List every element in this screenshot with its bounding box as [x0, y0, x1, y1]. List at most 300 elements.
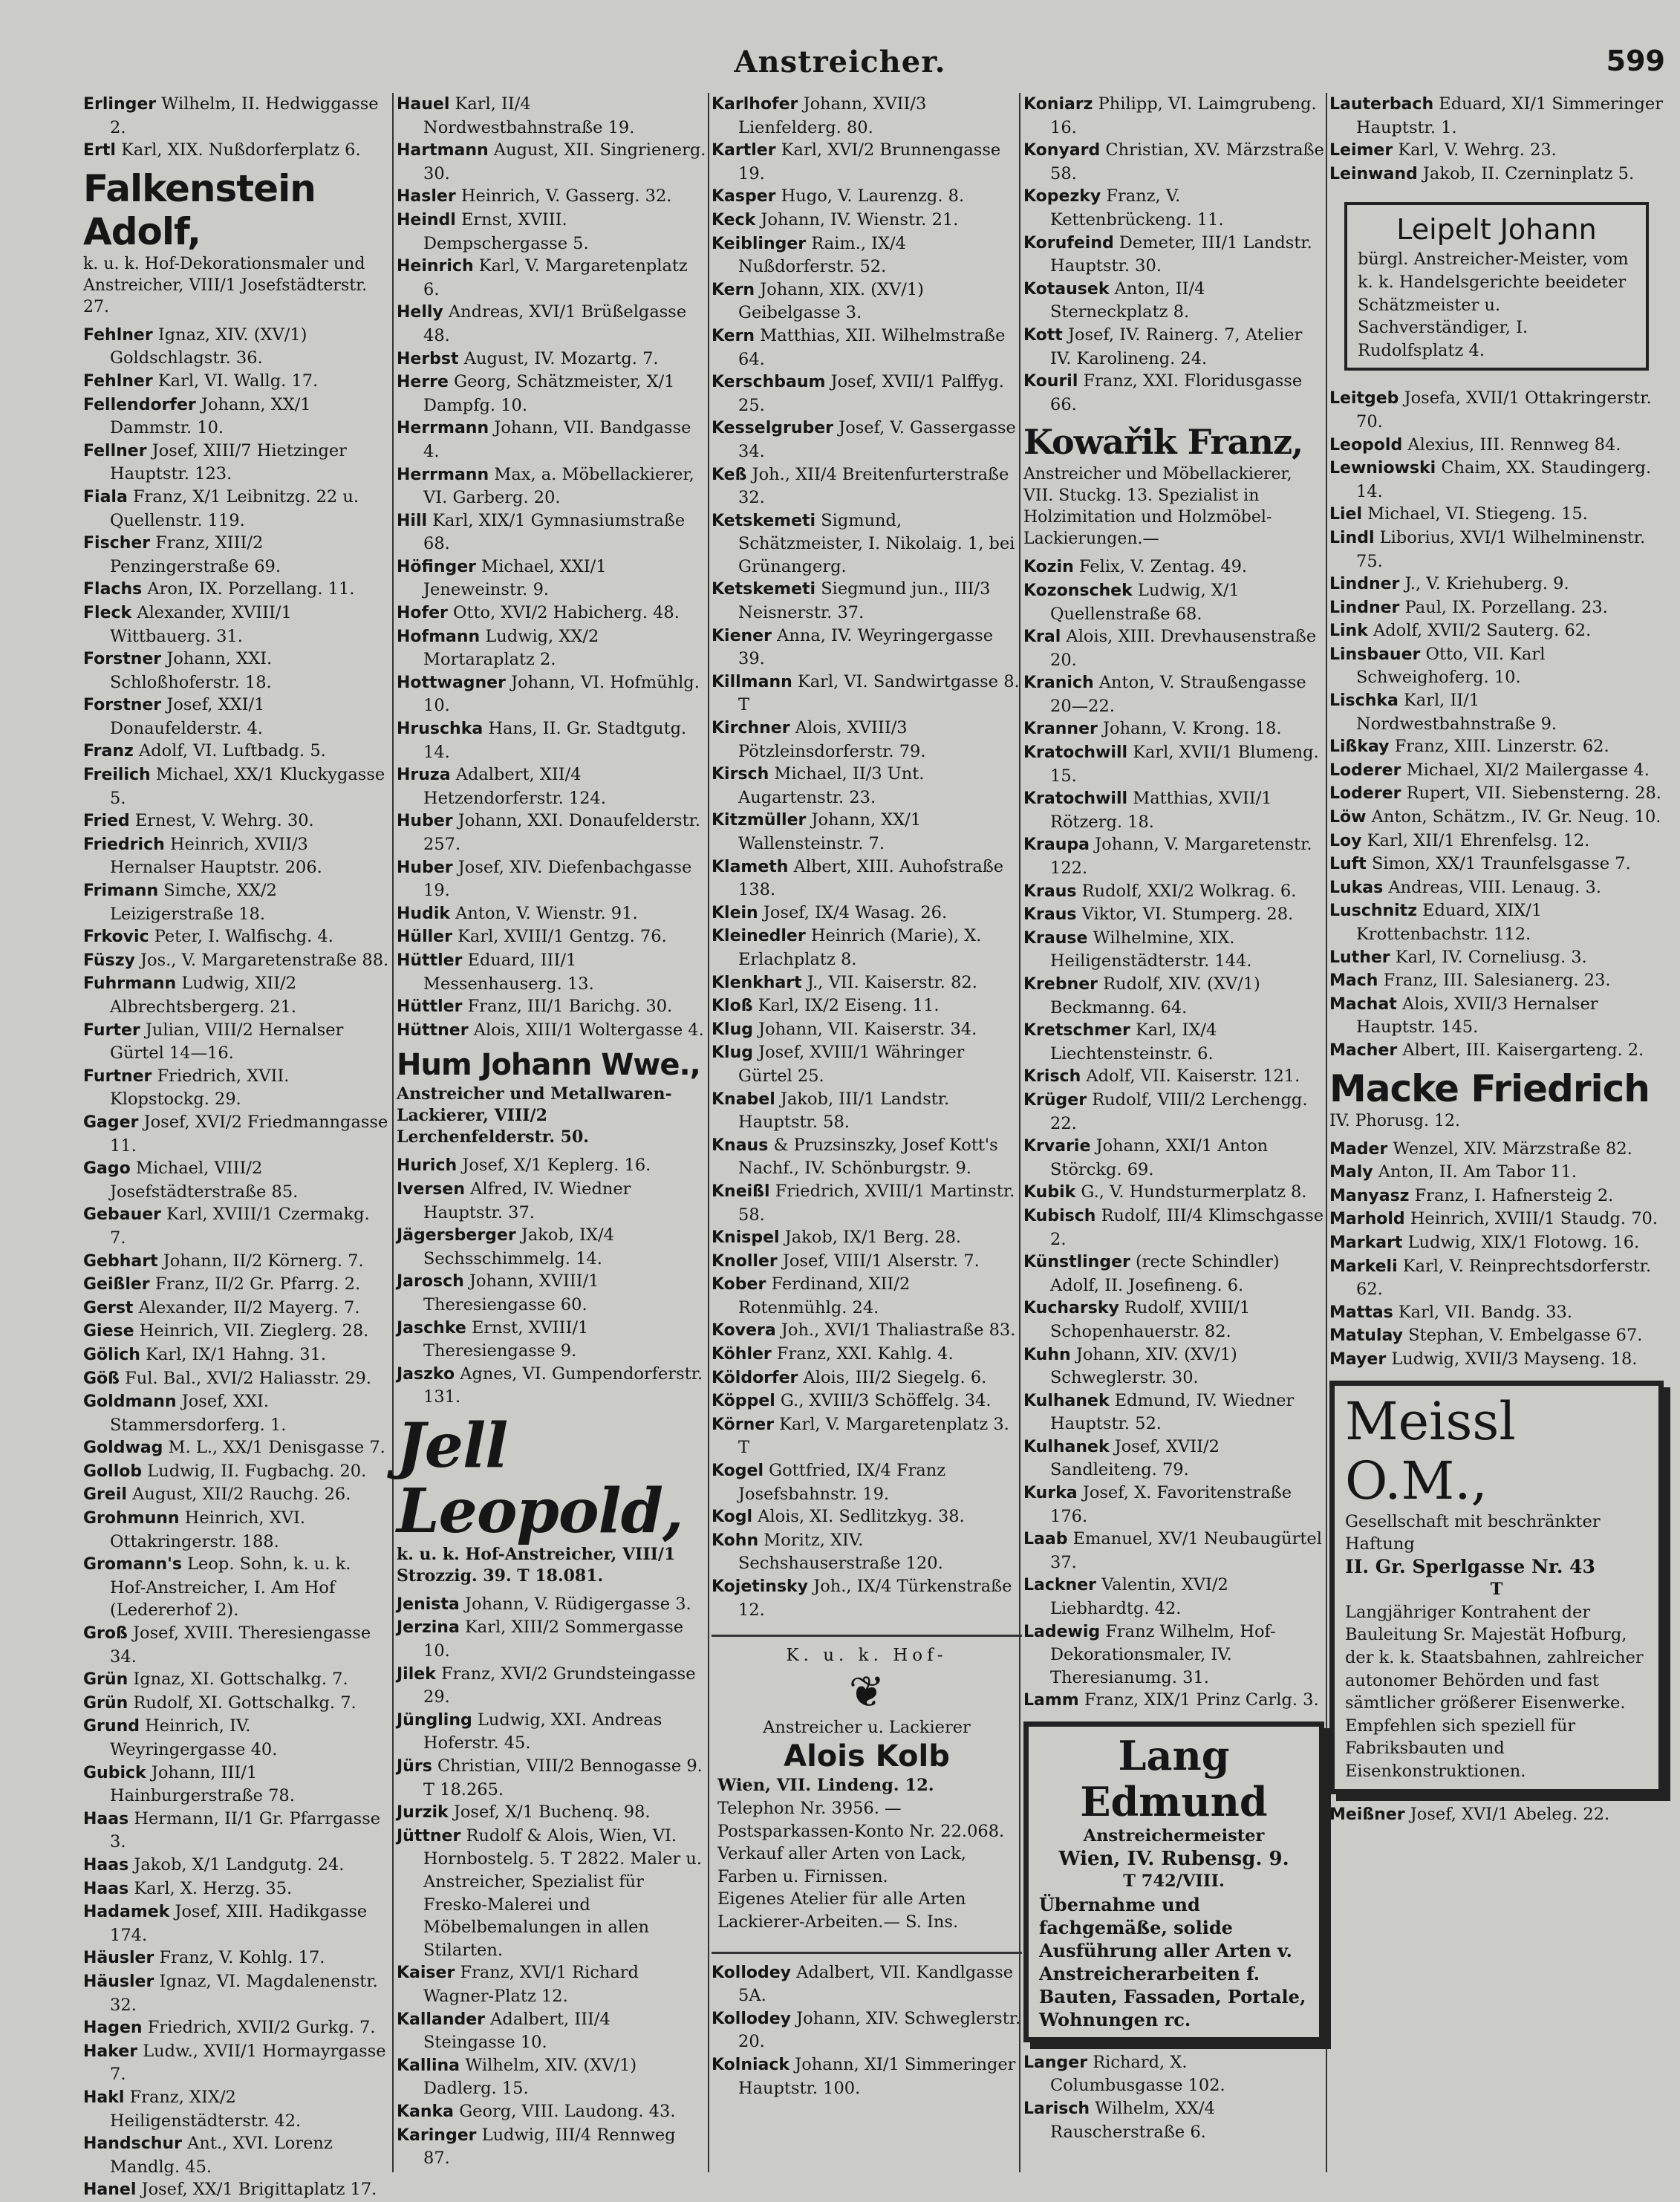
entry-list	[1329, 93, 1664, 186]
entry-name: Kozonschek	[1023, 581, 1133, 600]
ad-kk-label: K. u. k. Hof-	[786, 1646, 948, 1666]
entry-name: Knabel	[712, 1089, 775, 1109]
directory-entry	[1023, 1181, 1324, 1205]
entry-name: Kleinedler	[712, 927, 806, 946]
entry-details: Heinrich, VII. Zieglerg. 28.	[139, 1321, 369, 1341]
entry-details: Josef, V. Gassergasse 34.	[738, 418, 1016, 461]
directory-entry	[83, 1854, 389, 1877]
entry-name: Goldwag	[83, 1439, 163, 1458]
entry-details: Andreas, VIII. Lenaug. 3.	[1388, 877, 1601, 897]
directory-entry	[397, 1755, 707, 1801]
directory-entry	[397, 463, 707, 509]
entry-name: Leopold	[1329, 435, 1403, 455]
entry-details: Ful. Bal., XVI/2 Haliasstr. 29.	[125, 1368, 371, 1388]
entry-name: Krvarie	[1023, 1137, 1091, 1156]
directory-entry	[1023, 1205, 1324, 1251]
entry-details: Friedrich, XVII. Klopstockg. 29.	[110, 1066, 290, 1110]
directory-entry	[1329, 876, 1664, 900]
entry-name: Kirsch	[712, 765, 769, 784]
entry-details: Johann, IV. Wienstr. 21.	[761, 209, 959, 229]
entry-name: Flachs	[83, 580, 143, 599]
entry-name: Fleck	[83, 603, 132, 622]
ad-name: Leipelt Johann	[1396, 213, 1597, 247]
entry-name: Linsbauer	[1329, 645, 1421, 664]
ad-sub: Anstreicher u. Lackierer	[763, 1717, 971, 1737]
directory-entry	[712, 1018, 1022, 1042]
entry-name: Fischer	[83, 534, 151, 553]
directory-entry	[83, 1203, 389, 1249]
directory-entry	[712, 578, 1022, 624]
entry-name: Hakl	[83, 2088, 125, 2107]
entry-details: M. L., XX/1 Denisgasse 7.	[168, 1438, 385, 1458]
directory-entry	[1023, 880, 1324, 904]
directory-entry	[1329, 457, 1664, 503]
directory-entry	[397, 1616, 707, 1662]
entry-details: Georg, VIII. Laudong. 43.	[459, 2101, 676, 2121]
directory-entry	[83, 1762, 389, 1808]
entry-name: Klenkhart	[712, 973, 802, 992]
directory-entry	[397, 1961, 707, 2007]
entry-name: Karlhofer	[712, 95, 798, 114]
entry-details: Simche, XX/2 Leizigerstraße 18.	[110, 881, 277, 924]
entry-details: Jos., V. Margaretenstraße 88.	[140, 950, 389, 970]
column-divider	[1326, 93, 1327, 2172]
entry-details: Albert, III. Kaisergarteng. 2.	[1402, 1040, 1644, 1060]
entry-name: Grund	[83, 1717, 140, 1736]
ad-name: Macke Friedrich	[1329, 1066, 1650, 1110]
entry-details: Karl, VI. Wallg. 17.	[157, 371, 319, 391]
ad-text: Langjähriger Kontrahent der Bauleitung Sr. Majestät Hofburg, der k. k. Staatsbahnen, zahlreicher autonomer Behörden und fast sämtlicher größerer Eisenwerke. Empfehlen sich speziell für Fabriksbauten und Eisenkonstruktionen.	[1345, 1602, 1644, 1782]
entry-name: Fried	[83, 812, 130, 831]
entry-details: Johann, XI/1 Simmeringer Hauptstr. 100.	[738, 2054, 1016, 2098]
entry-details: Karl, II/4 Nordwestbahnstraße 19.	[423, 94, 635, 137]
directory-entry	[1023, 1482, 1324, 1528]
entry-name: Kratochwill	[1023, 743, 1128, 763]
entry-name: Link	[1329, 622, 1368, 641]
column-1	[83, 93, 389, 2200]
directory-entry	[1023, 1436, 1324, 1482]
entry-details: Raim., IX/4 Nußdorferstr. 52.	[738, 233, 906, 277]
entry-details: Heinrich, IV. Weyringergasse 40.	[110, 1716, 278, 1759]
double-eagle-icon: ❦	[848, 1666, 885, 1717]
ad-text: IV. Phorusg. 12.	[1329, 1111, 1460, 1130]
entry-details: Josef, X/1 Buchenq. 98.	[453, 1802, 651, 1822]
entry-details: Aron, IX. Porzellang. 11.	[147, 579, 355, 599]
entry-name: Friedrich	[83, 835, 165, 854]
entry-details: Adolf, XVII/2 Sauterg. 62.	[1373, 621, 1592, 641]
entry-list	[712, 93, 1022, 1621]
directory-entry	[83, 1947, 389, 1970]
entry-details: Alexander, II/2 Mayerg. 7.	[138, 1297, 360, 1317]
entry-details: Anton, V. Wienstr. 91.	[455, 903, 638, 923]
page-number: 599	[1606, 45, 1665, 77]
entry-name: Gago	[83, 1159, 131, 1179]
directory-entry	[397, 185, 707, 209]
directory-entry	[712, 232, 1022, 278]
directory-entry	[712, 971, 1022, 995]
entry-details: J., V. Kriehuberg. 9.	[1404, 574, 1569, 594]
directory-entry	[1329, 1185, 1664, 1208]
directory-entry	[397, 717, 707, 763]
directory-entry	[712, 371, 1022, 417]
entry-details: Johann, XVII/3 Lienfelderg. 80.	[738, 94, 927, 137]
directory-entry	[712, 1180, 1022, 1226]
directory-entry	[83, 1715, 389, 1761]
entry-name: Kneißl	[712, 1182, 770, 1201]
entry-name: Jüttner	[397, 1826, 461, 1846]
entry-name: Gubick	[83, 1763, 146, 1782]
directory-entry	[1023, 139, 1324, 185]
directory-entry	[83, 1111, 389, 1157]
entry-details: Heinrich, XVII/3 Hernalser Hauptstr. 206.	[110, 834, 322, 878]
entry-details: Franz, V. Kohlg. 17.	[159, 1948, 325, 1968]
entry-details: Peter, I. Walfischg. 4.	[154, 927, 333, 947]
entry-name: Mattas	[1329, 1303, 1393, 1322]
entry-details: Anton, II/4 Sterneckplatz 8.	[1050, 278, 1205, 322]
entry-name: Klug	[712, 1020, 753, 1039]
entry-details: Jakob, III/1 Landstr. Hauptstr. 58.	[738, 1089, 950, 1133]
entry-name: Herrmann	[397, 465, 489, 484]
entry-name: Furtner	[83, 1066, 152, 1086]
directory-entry	[1023, 717, 1324, 741]
directory-entry	[1329, 1301, 1664, 1325]
entry-name: Jürs	[397, 1757, 432, 1776]
directory-entry	[1023, 973, 1324, 1019]
entry-details: Valentin, XVI/2 Liebhardtg. 42.	[1050, 1575, 1228, 1619]
entry-details: Josef, XIII/7 Hietzinger Hauptstr. 123.	[110, 440, 347, 484]
entry-name: Hill	[397, 511, 428, 530]
entry-details: Hans, II. Gr. Stadtgutg. 14.	[423, 719, 687, 762]
entry-name: Kraus	[1023, 905, 1077, 925]
directory-entry	[1329, 946, 1664, 970]
directory-entry	[397, 602, 707, 625]
entry-name: Kaiser	[397, 1964, 455, 1983]
entry-details: Johann, XXI/1 Anton Störckg. 69.	[1050, 1136, 1269, 1179]
directory-entry	[83, 602, 389, 648]
directory-entry	[1023, 625, 1324, 671]
entry-details: Friedrich, XVIII/1 Martinstr. 58.	[738, 1181, 1015, 1225]
entry-details: Josef, XVI/2 Friedmanngasse 11.	[110, 1112, 388, 1156]
entry-list	[397, 1593, 707, 2170]
entry-name: Mayer	[1329, 1349, 1387, 1369]
directory-entry	[1023, 278, 1324, 324]
directory-entry	[397, 925, 707, 949]
directory-entry	[397, 2054, 707, 2100]
entry-details: Emanuel, XV/1 Neubaugürtel 37.	[1050, 1529, 1322, 1572]
directory-entry	[83, 324, 389, 370]
directory-entry	[397, 556, 707, 602]
directory-entry	[83, 972, 389, 1018]
entry-details: Christian, XV. Märzstraße 58.	[1050, 140, 1324, 183]
entry-details: Richard, X. Columbusgasse 102.	[1050, 2052, 1225, 2096]
entry-name: Göß	[83, 1369, 120, 1388]
directory-entry	[1023, 1343, 1324, 1390]
entry-name: Grohmunn	[83, 1509, 180, 1528]
entry-name: Meißner	[1329, 1805, 1405, 1824]
entry-details: Anton, II. Am Tabor 11.	[1378, 1162, 1578, 1182]
directory-entry	[397, 301, 707, 347]
entry-details: Max, a. Möbellackierer, VI. Garberg. 20.	[423, 464, 694, 508]
entry-name: Kraus	[1023, 882, 1077, 901]
entry-details: Alois, XI. Sedlitzkyg. 38.	[758, 1507, 965, 1527]
directory-entry	[712, 93, 1022, 139]
entry-name: Kanka	[397, 2102, 455, 2121]
directory-entry	[1023, 833, 1324, 879]
directory-entry	[397, 625, 707, 671]
entry-name: Markart	[1329, 1233, 1403, 1252]
directory-entry	[1023, 232, 1324, 278]
directory-entry	[1329, 782, 1664, 806]
directory-entry	[1329, 163, 1664, 186]
entry-name: Groß	[83, 1624, 128, 1644]
entry-name: Haas	[83, 1855, 129, 1874]
entry-details: Sigmund, Schätzmeister, I. Nikolaig. 1, bei Grünangerg.	[738, 510, 1015, 576]
entry-details: Michael, XXI/1 Jeneweinstr. 9.	[423, 556, 607, 600]
entry-name: Lindner	[1329, 598, 1400, 617]
entry-name: Kern	[712, 326, 755, 345]
entry-name: Lackner	[1023, 1576, 1096, 1595]
entry-name: Erlinger	[83, 95, 157, 114]
directory-entry	[712, 1250, 1022, 1274]
entry-name: Fellendorfer	[83, 395, 196, 414]
entry-details: Ernest, V. Wehrg. 30.	[134, 811, 314, 831]
entry-details: Albert, XIII. Auhofstraße 138.	[738, 856, 1004, 900]
entry-details: Ernst, XVIII/1 Theresiengasse 9.	[423, 1317, 589, 1361]
entry-details: Eduard, XIX/1 Krottenbachstr. 112.	[1356, 901, 1543, 944]
entry-name: Fellner	[83, 441, 147, 460]
ad-sub: Gesellschaft mit beschränkter Haftung	[1345, 1511, 1601, 1554]
directory-entry	[397, 139, 707, 185]
directory-entry	[712, 1575, 1022, 1621]
directory-entry	[83, 2178, 389, 2202]
entry-details: Johann, II/2 Körnerg. 7.	[163, 1251, 364, 1271]
directory-entry	[83, 810, 389, 833]
entry-name: Krisch	[1023, 1067, 1081, 1087]
entry-details: Viktor, VI. Stumperg. 28.	[1081, 905, 1294, 925]
directory-entry	[712, 1961, 1022, 2007]
entry-details: Rudolf, XXI/2 Wolkrag. 6.	[1081, 881, 1297, 901]
entry-details: Gottfried, IX/4 Franz Josefsbahnstr. 19.	[738, 1461, 946, 1504]
entry-details: Josef, XVII/1 Palffyg. 25.	[738, 372, 1004, 415]
entry-name: Knoller	[712, 1251, 778, 1271]
ad-macke	[1329, 1067, 1664, 1132]
entry-name: Freilich	[83, 766, 151, 785]
directory-entry	[83, 1460, 389, 1484]
directory-entry	[83, 1692, 389, 1716]
directory-entry	[83, 1507, 389, 1553]
directory-entry	[1023, 579, 1324, 625]
directory-entry	[83, 1297, 389, 1320]
entry-list	[1329, 387, 1664, 1062]
directory-entry	[1329, 573, 1664, 596]
entry-details: Moritz, XIV. Sechshauserstraße 120.	[738, 1530, 943, 1574]
entry-details: Rudolf, VIII/2 Lerchengg. 22.	[1050, 1089, 1308, 1133]
directory-entry	[1023, 370, 1324, 416]
entry-details: Josef, XVII/2 Sandleiteng. 79.	[1050, 1436, 1220, 1480]
entry-name: Löw	[1329, 808, 1367, 827]
directory-entry	[712, 1226, 1022, 1250]
directory-entry	[1329, 969, 1664, 993]
directory-entry	[1329, 1348, 1664, 1372]
directory-entry	[1329, 759, 1664, 783]
ad-telephone: T	[1490, 1580, 1503, 1600]
directory-entry	[83, 2040, 389, 2086]
entry-name: Fuhrmann	[83, 974, 177, 994]
entry-name: Häusler	[83, 1949, 154, 1968]
entry-name: Gager	[83, 1113, 139, 1132]
entry-details: Franz, III. Salesianerg. 23.	[1383, 971, 1611, 991]
entry-details: Adalbert, XII/4 Hetzendorferstr. 124.	[423, 765, 607, 808]
entry-details: Otto, VII. Karl Schweighoferg. 10.	[1356, 644, 1546, 688]
entry-details: Johann, XX/1 Wallensteinstr. 7.	[738, 810, 922, 853]
entry-name: Krause	[1023, 928, 1088, 948]
entry-name: Heindl	[397, 210, 456, 229]
directory-entry	[712, 278, 1022, 325]
entry-name: Giese	[83, 1322, 134, 1341]
entry-details: Joh., IX/4 Türkenstraße 12.	[738, 1577, 1012, 1620]
entry-name: Hurich	[397, 1156, 458, 1176]
ad-text: Anstreicher und Möbellackierer, VII. Stuckg. 13. Spezialist in Holzimitation und Holzmöbel-Lackierungen.—	[1023, 465, 1292, 549]
directory-entry	[1329, 1138, 1664, 1162]
directory-entry	[1329, 1803, 1664, 1827]
entry-name: Hanel	[83, 2180, 137, 2200]
entry-details: Josef, XVIII. Theresiengasse 34.	[110, 1623, 371, 1667]
entry-list	[1023, 2051, 1324, 2143]
entry-details: Johann, V. Margaretenstr. 122.	[1050, 835, 1312, 879]
directory-entry	[1023, 2097, 1324, 2143]
entry-details: Andreas, XVI/1 Brüßelgasse 48.	[423, 302, 687, 345]
directory-entry	[397, 1178, 707, 1224]
entry-details: Ferdinand, XII/2 Rotenmühlg. 24.	[738, 1274, 911, 1317]
entry-name: Kallina	[397, 2056, 460, 2075]
entry-details: Franz Wilhelm, Hof-Dekorationsmaler, IV. Theresianumg. 31.	[1050, 1621, 1276, 1687]
directory-entry	[1329, 527, 1664, 573]
directory-entry	[712, 763, 1022, 809]
entry-name: Helly	[397, 303, 443, 322]
entry-details: Franz, XVI/2 Grundsteingasse 29.	[423, 1664, 696, 1707]
ad-atelier: Eigenes Atelier für alle Arten Lackierer-Arbeiten.— S. Ins.	[717, 1889, 966, 1932]
directory-entry	[712, 2053, 1022, 2100]
entry-name: Hüller	[397, 928, 452, 947]
ad-text: Anstreicher und Metallwaren-Lackierer, VIII/2 Lerchenfelderstr. 50.	[397, 1084, 672, 1147]
directory-entry	[1329, 1324, 1664, 1348]
entry-name: Kogel	[712, 1462, 764, 1481]
entry-name: Liel	[1329, 505, 1363, 524]
entry-name: Langer	[1023, 2053, 1088, 2072]
ad-text: bürgl. Anstreicher-Meister, vom k. k. Handelsgerichte beeideter Schätzmeister u. Sachverständiger, I. Rudolfsplatz 4.	[1358, 250, 1629, 360]
entry-details: August, XII. Singrienerg. 30.	[423, 140, 706, 183]
entry-details: Franz, XXI. Floridusgasse 66.	[1050, 371, 1303, 414]
column-divider	[392, 93, 394, 2172]
entry-name: Gollob	[83, 1462, 143, 1481]
entry-details: Michael, XI/2 Mailergasse 4.	[1406, 760, 1650, 780]
entry-name: Huber	[397, 812, 453, 831]
entry-details: Franz, XVI/1 Richard Wagner-Platz 12.	[423, 1963, 639, 2006]
directory-entry	[397, 995, 707, 1019]
entry-details: Karl, VII. Bandg. 33.	[1398, 1302, 1573, 1322]
entry-details: Franz, XXI. Kahlg. 4.	[776, 1344, 954, 1364]
entry-details: Alois, XIII/1 Woltergasse 4.	[473, 1020, 704, 1040]
entry-details: Eduard, XI/1 Simmeringer Hauptstr. 1.	[1356, 94, 1663, 137]
entry-name: Lauterbach	[1329, 95, 1434, 114]
directory-entry	[397, 1801, 707, 1825]
directory-entry	[83, 1250, 389, 1274]
entry-list	[397, 1154, 707, 1409]
entry-name: Kratochwill	[1023, 789, 1128, 809]
entry-details: Josef, XIII. Hadikgasse 174.	[110, 1902, 368, 1945]
directory-entry	[83, 1065, 389, 1111]
entry-details: Ludwig, XIX/1 Flotowg. 16.	[1407, 1232, 1640, 1252]
ad-kowarik	[1023, 420, 1324, 550]
entry-details: Ludwig, X/1 Quellenstraße 68.	[1050, 580, 1240, 624]
directory-entry	[397, 2100, 707, 2124]
entry-details: Franz, XIX/1 Prinz Carlg. 3.	[1084, 1690, 1319, 1710]
directory-entry	[1023, 556, 1324, 579]
entry-name: Leinwand	[1329, 164, 1418, 183]
directory-entry	[712, 1529, 1022, 1575]
entry-list	[1023, 93, 1324, 416]
directory-entry	[83, 1019, 389, 1065]
directory-entry	[712, 625, 1022, 671]
ad-name: Falkenstein Adolf,	[83, 166, 316, 253]
entry-name: Luther	[1329, 948, 1390, 967]
directory-entry	[83, 833, 389, 879]
directory-entry	[1329, 1255, 1664, 1301]
entry-details: Rudolf, XVIII/1 Schopenhauerstr. 82.	[1050, 1298, 1251, 1341]
entry-details: Johann, XXI. Donaufelderstr. 257.	[423, 811, 701, 854]
ad-address: II. Gr. Sperlgasse Nr. 43	[1345, 1555, 1595, 1577]
entry-details: Siegmund jun., III/3 Neisnerstr. 37.	[738, 579, 991, 623]
entry-details: Hermann, II/1 Gr. Pfarrgasse 3.	[110, 1808, 381, 1852]
entry-name: Hadamek	[83, 1903, 170, 1922]
directory-entry	[1023, 1390, 1324, 1436]
entry-details: Heinrich (Marie), X. Erlachplatz 8.	[738, 926, 982, 969]
entry-name: Machat	[1329, 994, 1397, 1014]
entry-name: Lamm	[1023, 1691, 1079, 1710]
entry-name: Jägersberger	[397, 1226, 516, 1245]
entry-name: Loderer	[1329, 784, 1401, 804]
entry-details: Michael, VIII/2 Josefstädterstraße 85.	[110, 1159, 299, 1202]
entry-details: Josef, IV. Rainerg. 7, Atelier IV. Karolineng. 24.	[1050, 325, 1303, 368]
entry-name: Lischka	[1329, 691, 1399, 711]
entry-name: Fehlner	[83, 371, 153, 391]
entry-details: Johann, III/1 Hainburgerstraße 78.	[110, 1762, 295, 1806]
entry-details: Franz, V. Kettenbrückeng. 11.	[1050, 186, 1224, 229]
directory-entry	[83, 1343, 389, 1367]
entry-name: Kloß	[712, 997, 753, 1016]
directory-entry	[1329, 596, 1664, 620]
entry-name: Gebhart	[83, 1251, 158, 1271]
entry-details: August, IV. Mozartg. 7.	[463, 348, 659, 368]
entry-details: Karl, IX/4 Liechtensteinstr. 6.	[1050, 1020, 1217, 1063]
entry-name: Leitgeb	[1329, 389, 1399, 408]
entry-name: Koniarz	[1023, 95, 1093, 114]
directory-entry	[83, 648, 389, 694]
entry-details: Adalbert, III/4 Steingasse 10.	[423, 2009, 611, 2053]
entry-list	[83, 324, 389, 2202]
directory-entry	[397, 1224, 707, 1270]
entry-details: G., V. Hundsturmerplatz 8.	[1081, 1182, 1307, 1202]
directory-entry	[83, 1483, 389, 1507]
entry-details: Josef, XVIII/1 Währinger Gürtel 25.	[738, 1043, 965, 1086]
entry-details: Alexander, XVIII/1 Wittbauerg. 31.	[110, 602, 292, 646]
entry-name: Häusler	[83, 1972, 154, 1991]
directory-entry	[1329, 806, 1664, 830]
entry-name: Gölich	[83, 1345, 140, 1364]
entry-details: Wilhelm, XIV. (XV/1) Dadlerg. 15.	[423, 2055, 637, 2099]
directory-entry	[1329, 993, 1664, 1039]
entry-details: Jakob, IX/1 Berg. 28.	[784, 1228, 962, 1248]
